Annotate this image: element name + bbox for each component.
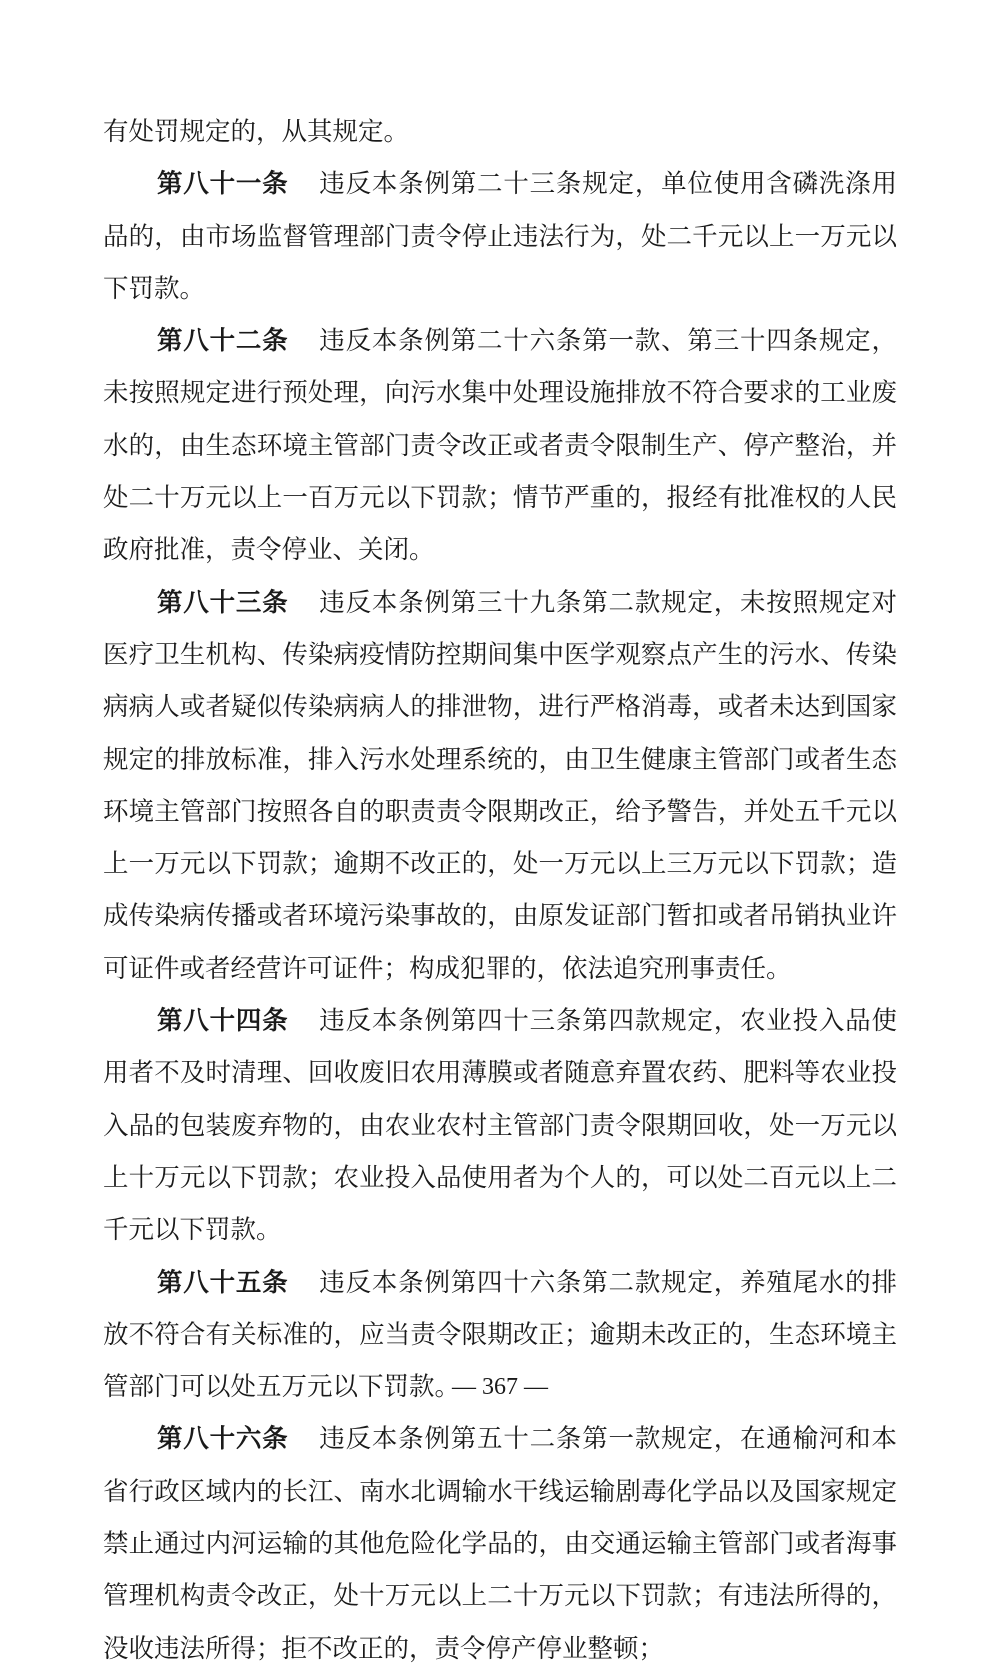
article-81	[103, 158, 897, 315]
article-heading: 第八十六条	[157, 1424, 289, 1455]
body-text	[103, 106, 897, 1675]
article-body: 违反本条例第二十三条规定，单位使用含磷洗涤用品的，由市场监督管理部门责令停止违法行为，处二千元以上一万元以下罚款。	[103, 169, 897, 304]
continuation-paragraph: 有处罚规定的，从其规定。	[103, 117, 410, 147]
article-heading: 第八十二条	[157, 326, 289, 357]
article-86	[103, 1413, 897, 1674]
article-heading: 第八十四条	[157, 1006, 289, 1037]
article-body: 违反本条例第四十三条第四款规定，农业投入品使用者不及时清理、回收废旧农用薄膜或者随意弃置农药、肥料等农业投入品的包装废弃物的，由农业农村主管部门责令限期回收，处一万元以上十万元以下罚款；农业投入品使用者为个人的，可以处二百元以上二千元以下罚款。	[103, 1006, 897, 1246]
article-84	[103, 995, 897, 1256]
article-82	[103, 315, 897, 576]
article-body: 违反本条例第三十九条第二款规定，未按照规定对医疗卫生机构、传染病疫情防控期间集中医学观察点产生的污水、传染病病人或者疑似传染病病人的排泄物，进行严格消毒，或者未达到国家规定的排放标准，排入污水处理系统的，由卫生健康主管部门或者生态环境主管部门按照各自的职责责令限期改正，给予警告，并处五千元以上一万元以下罚款；逾期不改正的，处一万元以上三万元以下罚款；造成传染病传播或者环境污染事故的，由原发证部门暂扣或者吊销执业许可证件或者经营许可证件；构成犯罪的，依法追究刑事责任。	[103, 587, 897, 984]
article-body: 违反本条例第五十二条第一款规定，在通榆河和本省行政区域内的长江、南水北调输水干线运输剧毒化学品以及国家规定禁止通过内河运输的其他危险化学品的，由交通运输主管部门或者海事管理机构责令改正，处十万元以上二十万元以下罚款；有违法所得的，没收违法所得；拒不改正的，责令停产停业整顿；	[103, 1424, 897, 1664]
article-body: 违反本条例第四十六条第二款规定，养殖尾水的排放不符合有关标准的，应当责令限期改正；逾期未改正的，生态环境主管部门可以处五万元以下罚款。	[103, 1267, 897, 1403]
article-83	[103, 577, 897, 995]
article-heading: 第八十三条	[157, 587, 289, 618]
article-heading: 第八十一条	[157, 169, 289, 200]
page-number: — 367 —	[452, 1374, 548, 1400]
article-body: 违反本条例第二十六条第一款、第三十四条规定，未按照规定进行预处理，向污水集中处理设施排放不符合要求的工业废水的，由生态环境主管部门责令改正或者责令限制生产、停产整治，并处二十万元以上一百万元以下罚款；情节严重的，报经有批准权的人民政府批准，责令停业、关闭。	[103, 326, 897, 566]
article-heading: 第八十五条	[157, 1267, 289, 1298]
